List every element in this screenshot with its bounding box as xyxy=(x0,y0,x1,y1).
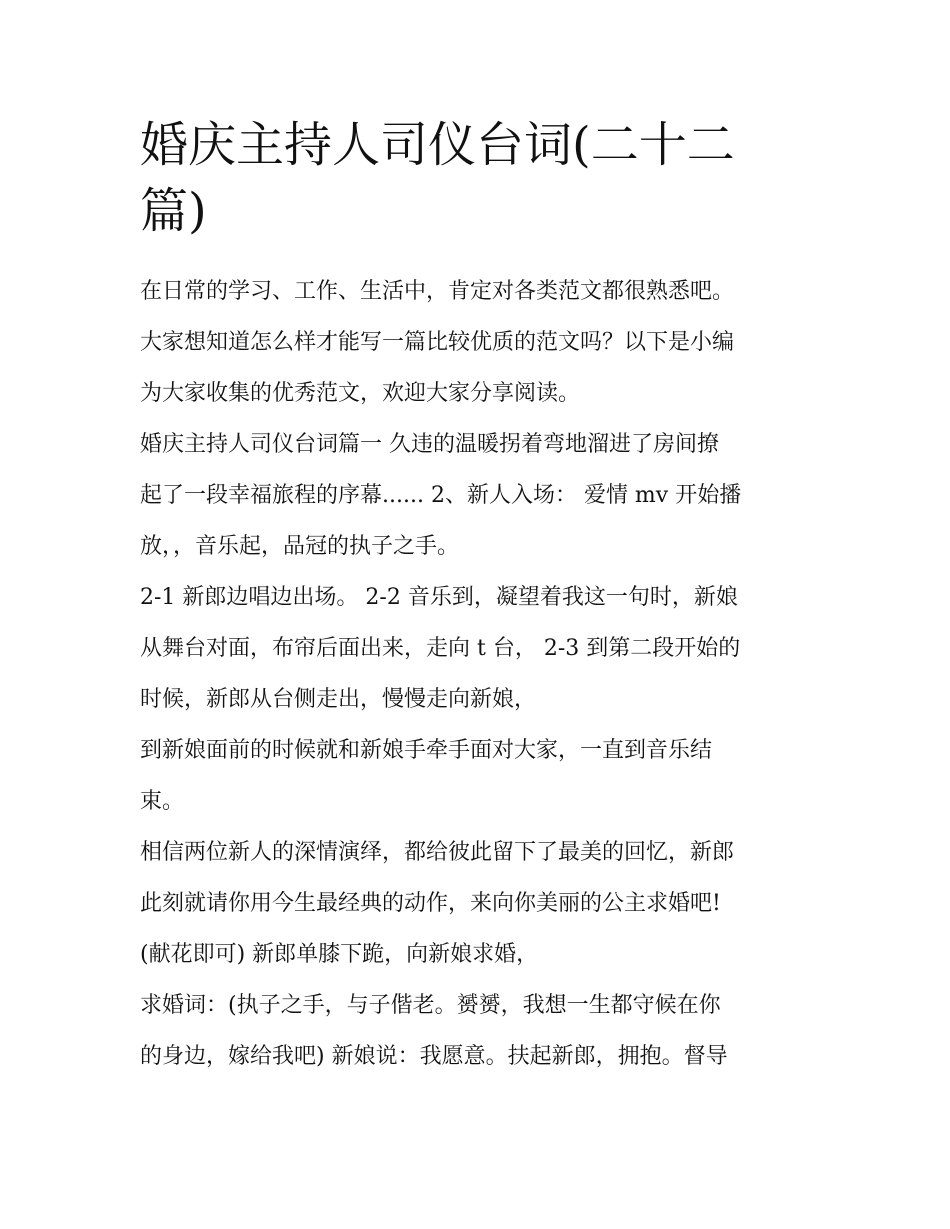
paragraph-proposal xyxy=(140,827,820,980)
paragraph-proposal-words xyxy=(140,980,820,1082)
text-line: 放，，音乐起，品冠的执子之手。 xyxy=(140,534,460,559)
text-line: 的身边，嫁给我吧) 新娘说：我愿意。扶起新郎，拥抱。督导 xyxy=(140,1044,728,1069)
text-line: 此刻就请你用今生最经典的动作，来向你美丽的公主求婚吧! xyxy=(140,891,721,916)
paragraph-groom-entrance xyxy=(140,572,820,725)
text-line: 为大家收集的优秀范文，欢迎大家分享阅读。 xyxy=(140,381,581,406)
text-line: (献花即可) 新郎单膝下跪，向新娘求婚， xyxy=(140,942,539,967)
document-body xyxy=(140,266,820,1082)
text-line: 从舞台对面，布帘后面出来，走向 t 台， 2-3 到第二段开始的 xyxy=(140,636,741,661)
paragraph-intro xyxy=(140,266,820,419)
text-line: 婚庆主持人司仪台词篇一 久违的温暖拐着弯地溜进了房间撩 xyxy=(140,432,719,457)
paragraph-hand-in-hand xyxy=(140,725,820,827)
title-line: 篇) xyxy=(140,183,207,239)
text-line: 时候，新郎从台侧走出，慢慢走向新娘， xyxy=(140,687,537,712)
text-line: 求婚词：(执子之手，与子偕老。赟赟，我想一生都守候在你 xyxy=(140,993,721,1018)
title-line: 婚庆主持人司仪台词(二十二 xyxy=(140,117,735,173)
text-line: 起了一段幸福旅程的序幕...... 2、新人入场： 爱情 mv 开始播 xyxy=(140,483,742,508)
text-line: 在日常的学习、工作、生活中，肯定对各类范文都很熟悉吧。 xyxy=(140,279,735,304)
document-title xyxy=(140,112,800,244)
text-line: 大家想知道怎么样才能写一篇比较优质的范文吗？以下是小编 xyxy=(140,330,735,355)
text-line: 到新娘面前的时候就和新娘手牵手面对大家，一直到音乐结 xyxy=(140,738,713,763)
text-line: 束。 xyxy=(140,789,185,814)
text-line: 2-1 新郎边唱边出场。 2-2 音乐到，凝望着我这一句时，新娘 xyxy=(140,585,738,610)
text-line: 相信两位新人的深情演绎，都给彼此留下了最美的回忆，新郎 xyxy=(140,840,735,865)
document-content xyxy=(140,112,820,1082)
paragraph-section-one xyxy=(140,419,820,572)
